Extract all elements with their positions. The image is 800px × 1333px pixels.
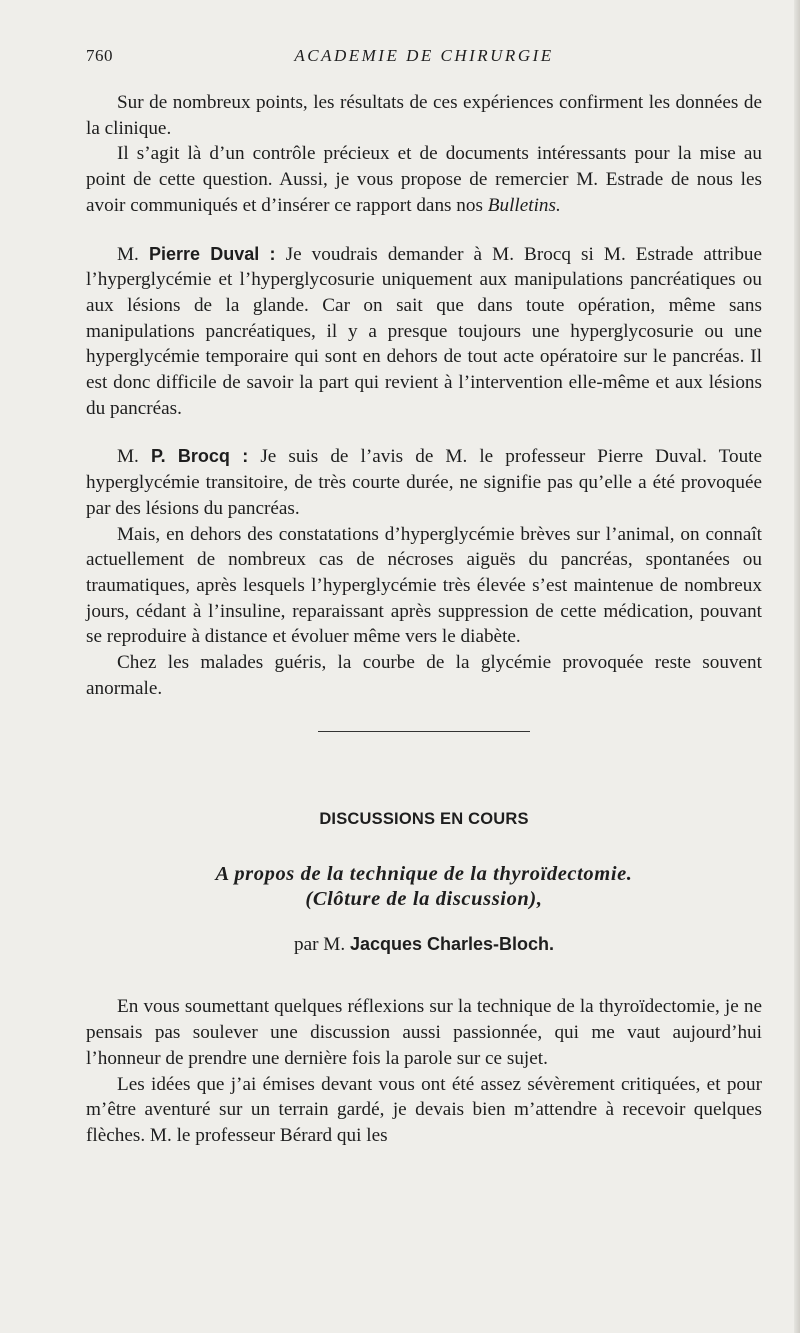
page-number: 760 xyxy=(86,46,113,65)
speaker-name: Pierre Duval : xyxy=(148,243,276,264)
duval-intervention xyxy=(86,242,762,422)
speaker-prefix: M. xyxy=(117,446,139,468)
brocq-intervention xyxy=(86,444,762,521)
byline xyxy=(86,934,762,956)
intervention-text: Je suis de l’avis de M. le professeur Pierre Duval. Toute hyperglycémie transitoire, de très courte durée, ne signifie pas qu’elle a été provoquée par des lésions du pancréas. xyxy=(86,446,763,519)
paragraph xyxy=(86,141,762,218)
speaker-prefix: M. xyxy=(117,243,139,265)
section-divider xyxy=(318,731,530,732)
page-header xyxy=(86,46,762,74)
page-edge-shadow xyxy=(794,0,800,1333)
bulletins-title: Bulletins. xyxy=(487,194,561,216)
paragraph: Les idées que j’ai émises devant vous ont été assez sévèrement critiquées, et pour m’être aventuré sur un terrain gardé, je devais bien m’attendre à recevoir quelques flèches. M. le professeur Bérard qui les xyxy=(86,1073,762,1146)
speaker-name: P. Brocq : xyxy=(150,446,249,467)
page-body xyxy=(86,90,762,1149)
article-title-line: A propos de la technique de la thyroïdectomie. xyxy=(215,863,633,886)
byline-prefix: par M. xyxy=(293,934,346,956)
paragraph: Sur de nombreux points, les résultats de ces expériences confirment les données de la clinique. xyxy=(86,92,762,139)
article-title xyxy=(86,862,762,912)
author-name: Jacques Charles-Bloch. xyxy=(349,934,555,955)
paragraph-text: Il s’agit là d’un contrôle précieux et de documents intéressants pour la mise au point de cette question. Aussi, je vous propose de remercier M. Estrade de nous les avoir communiqués et d’insérer ce rapport dans nos xyxy=(86,143,762,216)
paragraph: Mais, en dehors des constatations d’hyperglycémie brèves sur l’animal, on connaît actuellement de nombreux cas de nécroses aiguës du pancréas, spontanées ou traumatiques, après lesquels l’hyperglycémie très élevée s’est maintenue de nombreux jours, cédant à l’insuline, reparaissant après suppression de cette médication, pouvant se reproduire à distance et évoluer même vers le diabète. xyxy=(86,523,762,648)
intervention-text: Je voudrais demander à M. Brocq si M. Estrade attribue l’hyperglycémie et l’hyperglycosurie uniquement aux manipulations pancréatiques ou aux lésions de la glande. Car on sait que dans toute opération, même sans manipulations pancréatiques, il y a presque toujours une hyperglycosurie ou une hyperglycémie temporaire qui sont en dehors de tout acte opératoire sur le pancréas. Il est donc difficile de savoir la part qui revient à l’intervention elle-même et aux lésions du pancréas. xyxy=(86,243,763,419)
section-title: DISCUSSIONS EN COURS xyxy=(319,810,529,829)
paragraph: Chez les malades guéris, la courbe de la glycémie provoquée reste souvent anormale. xyxy=(86,652,762,699)
running-head: ACADEMIE DE CHIRURGIE xyxy=(294,46,554,65)
article-title-line: (Clôture de la discussion), xyxy=(305,888,543,911)
paragraph: En vous soumettant quelques réflexions sur la technique de la thyroïdectomie, je ne pensais pas soulever une discussion aussi passionnée, qui me vaut aujourd’hui l’honneur de prendre une dernière fois la parole sur ce sujet. xyxy=(86,996,762,1069)
